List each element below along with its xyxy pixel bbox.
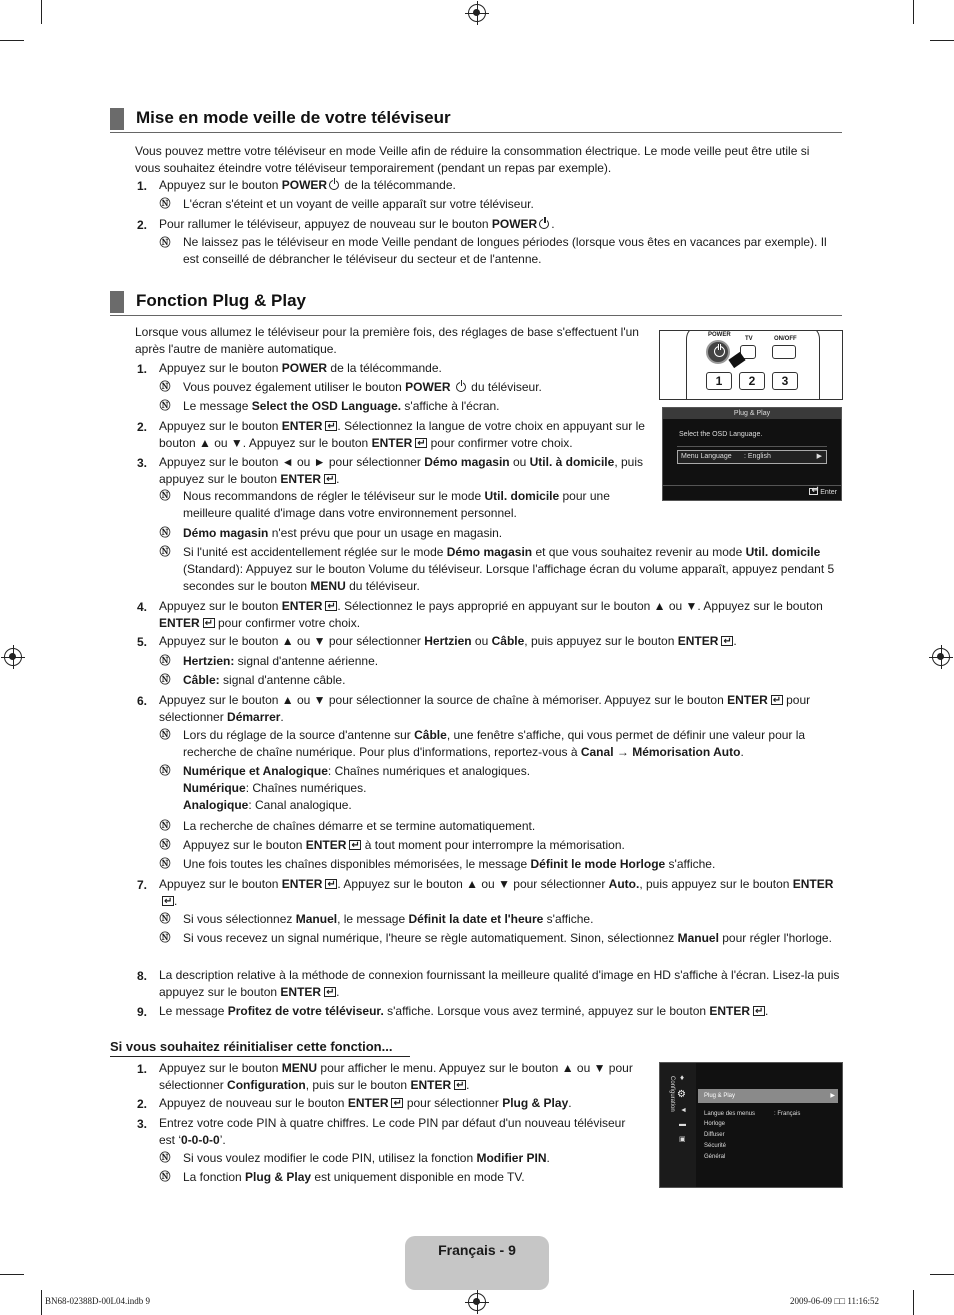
note-text: Une fois toutes les chaînes disponibles mémorisées, le message Définit le mode Horloge s'affiche. [183,857,716,871]
onoff-label: ON/OFF [774,336,797,342]
step-number: 3. [137,456,148,470]
note-icon: Ⓝ [159,931,171,944]
osd-selected-item: Plug & Play ▶ [698,1089,838,1103]
step-text: Appuyez sur le bouton ▲ ou ▼ pour sélectionner Hertzien ou Câble, puis appuyez sur le bouton ENTER↵ . [159,633,843,650]
gear-icon: ⚙ [677,1089,686,1100]
note-text: La recherche de chaînes démarre et se termine automatiquement. [183,819,536,833]
note-text: Si vous sélectionnez Manuel, le message Définit la date et l'heure s'affiche. [183,912,594,926]
page-number-tab [405,1236,549,1290]
step-number: 9. [137,1005,148,1019]
crop-mark [930,1274,954,1275]
power-label: POWER [708,332,731,338]
key-1: 1 [706,372,732,390]
step-number: 4. [137,600,148,614]
note-text: L'écran s'éteint et un voyant de veille apparaît sur votre téléviseur. [183,197,534,211]
step-number: 1. [137,1062,148,1076]
menu-support-icon: ▣ [679,1136,686,1143]
note-text: Si vous voulez modifier le code PIN, utilisez la fonction Modifier PIN. [183,1151,550,1165]
step-number: 5. [137,635,148,649]
registration-mark-icon [468,4,486,22]
note-text: Le message Select the OSD Language. s'affiche à l'écran. [183,399,500,413]
note-icon: Ⓝ [159,857,171,870]
note-text: Numérique et Analogique: Chaînes numériques et analogiques. Numérique: Chaînes numériques. Analogique: Canal analogique. [183,764,531,812]
step-text: Appuyez sur le bouton ENTER↵ . Appuyez sur le bouton ▲ ou ▼ pour sélectionner Auto., puis appuyez sur le bouton ENTER↵. [159,876,843,910]
note-text: Démo magasin n'est prévu que pour un usage en magasin. [183,526,503,540]
step-text: Appuyez sur le bouton ◄ ou ► pour sélectionner Démo magasin ou Util. à domicile, puis appuyez sur le bouton ENTER↵ . [159,454,651,488]
note-icon: Ⓝ [159,489,171,502]
note-text: Nous recommandons de régler le téléviseur sur le mode Util. domicile pour une meilleure qualité d'image dans votre environnement personnel. [183,489,610,520]
intro-paragraph: Vous pouvez mettre votre téléviseur en mode Veille afin de réduire la consommation électrique. Le mode veille peut être utile si vous souhaitez éteindre votre téléviseur temporairement (pendant un repas par exemple). [135,144,810,175]
note-text: Hertzien: signal d'antenne aérienne. [183,654,379,668]
note-text: Lors du réglage de la source d'antenne sur Câble, une fenêtre s'affiche, qui vous permet de définir une valeur pour la recherche de chaîne numérique. Pour plus d'informations, reportez-vous à Canal → Mémorisation Auto. [183,728,806,759]
key-3: 3 [772,372,798,390]
osd-row-value: : Français [774,1111,801,1117]
step-text: Appuyez sur le bouton POWER de la télécommande. [159,178,456,192]
step-text: Pour rallumer le téléviseur, appuyez de nouveau sur le bouton POWER . [159,217,555,231]
crop-mark [0,1274,24,1275]
registration-mark-icon [932,648,950,666]
note-icon: Ⓝ [159,526,171,539]
step-number: 2. [137,218,148,232]
step-text: Appuyez sur le bouton POWER de la télécommande. [159,361,442,375]
step-text: Appuyez de nouveau sur le bouton ENTER↵ pour sélectionner Plug & Play. [159,1095,649,1112]
step-number: 2. [137,420,148,434]
menu-input-icon: ▬ [679,1121,686,1128]
remote-illustration [659,330,843,400]
step-text: Appuyez sur le bouton ▲ ou ▼ pour sélectionner la source de chaîne à mémoriser. Appuyez sur le bouton ENTER↵ pour sélectionner Démarrer. [159,692,843,726]
note-icon: Ⓝ [159,654,171,667]
step-number: 1. [137,362,148,376]
crop-mark [913,0,914,24]
section-title-text: Mise en mode veille de votre téléviseur [136,108,451,127]
print-date: 2009-06-09 □□ 11:16:52 [790,1296,880,1306]
crop-mark [930,40,954,41]
subsection-title: Si vous souhaitez réinitialiser cette fonction... [110,1039,410,1057]
note-icon: Ⓝ [159,912,171,925]
osd-prompt: Select the OSD Language. [679,431,763,438]
title-bar [110,291,124,313]
step-number: 1. [137,179,148,193]
osd-language-row [677,450,827,464]
step-number: 2. [137,1097,148,1111]
osd-row-value: : English [744,453,771,460]
note-text: Vous pouvez également utiliser le bouton POWER du téléviseur. [183,380,542,394]
step-number: 6. [137,694,148,708]
osd-menu-item: Horloge [704,1121,726,1127]
note-icon: Ⓝ [159,764,171,777]
title-bar [110,108,124,130]
note-icon: Ⓝ [159,197,171,210]
section-title-plug-play [110,291,842,316]
note-text: Appuyez sur le bouton ENTER↵ à tout moment pour interrompre la mémorisation. [183,837,833,854]
osd-menu-item: Général [704,1154,726,1160]
crop-mark [41,1290,42,1315]
osd-row-label: Menu Language [681,453,732,460]
note-icon: Ⓝ [159,728,171,741]
osd-side-label: Configuration [669,1076,675,1112]
tv-label: TV [745,336,753,342]
arrow-right-icon: ▶ [816,453,822,460]
step-text: Le message Profitez de votre téléviseur. s'affiche. Lorsque vous avez terminé, appuyez sur le bouton ENTER↵ . [159,1003,843,1020]
note-text: Si l'unité est accidentellement réglée sur le mode Démo magasin et que vous souhaitez revenir au mode Util. domicile (Standard): Appuyez sur le bouton Volume du téléviseur. Lorsque l'affichage écran du volume apparaît, appuyez pendant 5 secondes sur le bouton MENU du téléviseur. [183,545,835,593]
menu-channel-icon: ◄ [680,1107,687,1114]
registration-mark-icon [4,648,22,666]
menu-picture-icon: ♦ [680,1073,685,1082]
crop-mark [0,40,24,41]
note-icon: Ⓝ [159,819,171,832]
file-name: BN68-02388D-00L04.indb 9 [45,1296,150,1306]
step-number: 3. [137,1117,148,1131]
power-icon [329,180,339,190]
step-text: Appuyez sur le bouton ENTER↵ . Sélectionnez le pays approprié en appuyant sur le bouton ▲ ou ▼. Appuyez sur le bouton ENTER↵ pour confirmer votre choix. [159,598,843,632]
osd-plug-play-screen [662,407,842,501]
step-text: La description relative à la méthode de connexion fournissant la meilleure qualité d'image en HD s'affiche à l'écran. Lisez-la puis appuyez sur le bouton ENTER↵ . [159,967,843,1001]
registration-mark-icon [468,1293,486,1311]
note-text: Ne laissez pas le téléviseur en mode Veille pendant de longues périodes (lorsque vous êtes en vacances par exemple). Il est conseillé de débrancher le téléviseur du secteur et de l'antenne. [183,235,827,266]
note-icon: Ⓝ [159,545,171,558]
key-2: 2 [739,372,765,390]
intro-paragraph: Lorsque vous allumez le téléviseur pour la première fois, des réglages de base s'effectuent l'un après l'autre de manière automatique. [135,325,639,356]
step-text: Entrez votre code PIN à quatre chiffres. Le code PIN par défaut d'un nouveau téléviseur est ‘0-0-0-0’. [159,1116,626,1147]
power-icon [539,219,549,229]
section-title-standby [110,108,842,133]
crop-mark [913,1290,914,1315]
note-icon: Ⓝ [159,236,171,249]
power-button-icon [706,340,730,364]
section-title-text: Fonction Plug & Play [136,291,307,310]
note-icon: Ⓝ [159,673,171,686]
page-number: Français - 9 [438,1242,516,1258]
note-icon: Ⓝ [159,380,171,393]
osd-title: Plug & Play [663,408,841,419]
step-text: Appuyez sur le bouton ENTER↵ . Sélectionnez la langue de votre choix en appuyant sur le bouton ▲ ou ▼. Appuyez sur le bouton ENTER↵ pour confirmer votre choix. [159,418,651,452]
note-text: La fonction Plug & Play est uniquement disponible en mode TV. [183,1170,525,1184]
note-icon: Ⓝ [159,1151,171,1164]
step-number: 8. [137,969,148,983]
crop-mark [41,0,42,24]
osd-configuration-menu [659,1062,843,1188]
note-text: Si vous recevez un signal numérique, l'heure se règle automatiquement. Sinon, sélectionnez Manuel pour régler l'horloge. [183,931,832,945]
arrow-right-icon: ▶ [830,1093,835,1099]
osd-enter-hint: ↵ Enter [806,488,837,496]
step-number: 7. [137,878,148,892]
step-text: Appuyez sur le bouton MENU pour afficher le menu. Appuyez sur le bouton ▲ ou ▼ pour sélectionner Configuration, puis sur le bouton ENTER↵ . [159,1060,649,1094]
osd-menu-item: Sécurité [704,1143,727,1149]
note-icon: Ⓝ [159,1170,171,1183]
note-text: Câble: signal d'antenne câble. [183,673,346,687]
osd-row-label: Langue des menus [704,1111,756,1117]
note-icon: Ⓝ [159,838,171,851]
note-icon: Ⓝ [159,399,171,412]
osd-menu-item: Diffuser [704,1132,725,1138]
